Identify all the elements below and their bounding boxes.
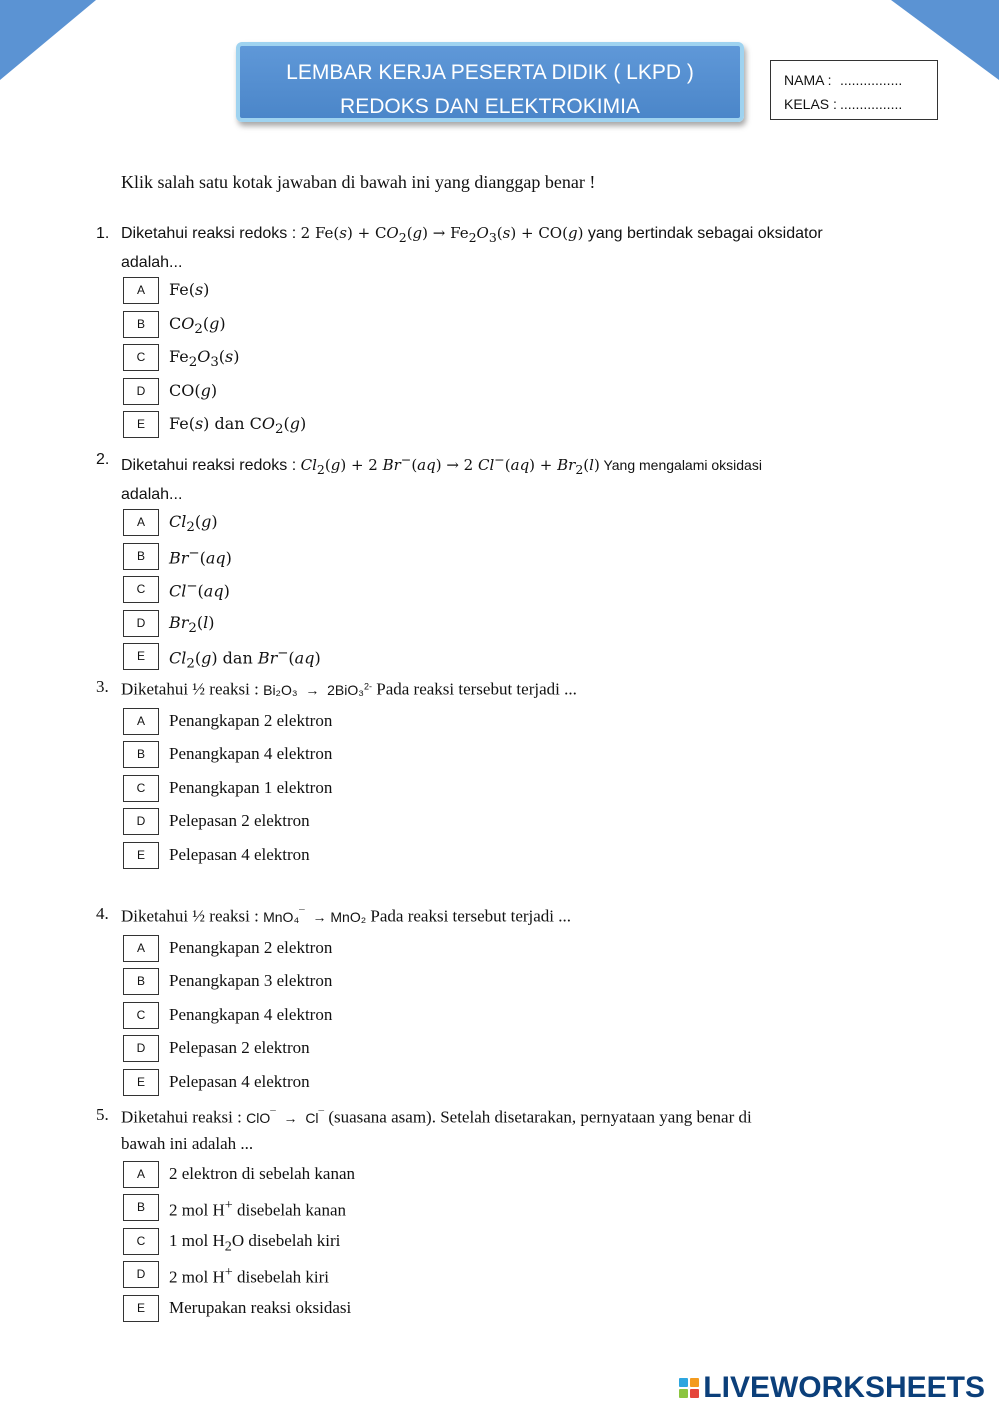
answer-options — [121, 1160, 886, 1328]
answer-checkbox-a[interactable]: A — [123, 277, 159, 304]
answer-option[interactable] — [121, 1227, 886, 1261]
reaction-equation: 2 $Fe(s) + CO_2(g) \to Fe_2O_3(s) + CO(g)$ — [300, 224, 584, 245]
question-prefix: Diketahui reaksi redoks : — [121, 457, 301, 474]
answer-checkbox-e[interactable]: E — [123, 1069, 159, 1096]
answer-option[interactable] — [121, 310, 886, 344]
answer-option[interactable] — [121, 410, 886, 444]
question-text — [96, 221, 886, 275]
answer-text: $CO_2(g)$ — [169, 313, 226, 337]
answer-text-pre: 2 mol H — [169, 1268, 225, 1288]
answer-checkbox-c[interactable]: C — [123, 344, 159, 371]
reaction-equation: ClO¯ → Cl¯ — [246, 1109, 325, 1126]
answer-checkbox-b[interactable]: B — [123, 1194, 159, 1221]
answer-text-post: O disebelah kiri — [231, 1230, 341, 1250]
answer-checkbox-c[interactable]: C — [123, 576, 159, 603]
answer-text: CO(g) — [169, 380, 218, 400]
question-suffix: Pada reaksi tersebut terjadi ... — [371, 679, 577, 699]
answer-option[interactable] — [121, 1068, 886, 1102]
answer-text: Pelepasan 2 elektron — [169, 811, 310, 831]
answer-text: $Br_2(l)$ — [169, 612, 215, 636]
answer-option[interactable] — [121, 1034, 886, 1068]
answer-checkbox-d[interactable]: D — [123, 610, 159, 637]
question-text — [96, 674, 886, 703]
answer-checkbox-a[interactable]: A — [123, 935, 159, 962]
answer-checkbox-d[interactable]: D — [123, 378, 159, 405]
answer-text: Merupakan reaksi oksidasi — [169, 1298, 352, 1318]
answer-checkbox-d[interactable]: D — [123, 808, 159, 835]
question-text — [96, 901, 886, 930]
answer-text: $Fe_2O_3(s)$ — [169, 347, 240, 371]
answer-text: $Cl_2(g)$ — [169, 512, 218, 536]
answer-checkbox-e[interactable]: E — [123, 842, 159, 869]
answer-option[interactable] — [121, 807, 886, 841]
reaction-equation: Bi₂O₃ → 2BiO₃$^{2-}$ — [263, 681, 372, 698]
question-continuation: adalah... — [121, 254, 183, 271]
kelas-field[interactable]: ................ — [840, 96, 903, 112]
question-prefix: Diketahui reaksi redoks : — [121, 225, 301, 242]
question-suffix: Yang mengalami oksidasi — [599, 457, 762, 473]
answer-option[interactable] — [121, 508, 886, 542]
answer-option[interactable] — [121, 774, 886, 808]
answer-option[interactable] — [121, 934, 886, 968]
question-2 — [96, 447, 886, 676]
question-1 — [96, 221, 886, 444]
answer-checkbox-a[interactable]: A — [123, 1161, 159, 1188]
question-4 — [96, 901, 886, 1102]
answer-text-pre: 1 mol H — [169, 1230, 225, 1250]
answer-checkbox-a[interactable]: A — [123, 509, 159, 536]
answer-option[interactable] — [121, 377, 886, 411]
question-3 — [96, 674, 886, 875]
question-text — [96, 447, 886, 507]
question-5 — [96, 1102, 886, 1328]
answer-option[interactable] — [121, 707, 886, 741]
answer-option[interactable] — [121, 276, 886, 310]
answer-option[interactable] — [121, 642, 886, 676]
kelas-label: KELAS : — [784, 96, 837, 112]
brand-name: LIVEWORKSHEETS — [703, 1371, 985, 1404]
reaction-equation: $Cl_2(g) + 2$ Br−(aq) → 2 $Cl^-(aq) + Br_2(l)$ — [300, 452, 600, 477]
nama-field[interactable]: ................ — [840, 72, 903, 88]
question-prefix: Diketahui reaksi : — [121, 1107, 247, 1127]
answer-text: 1 mol $H_2O$ disebelah kiri — [169, 1230, 341, 1255]
answer-option[interactable] — [121, 1193, 886, 1227]
answer-option[interactable] — [121, 1160, 886, 1194]
question-suffix: (suasana asam). Setelah disetarakan, pernyataan yang benar di — [324, 1107, 752, 1127]
title-line-2: REDOKS DAN ELEKTROKIMIA — [340, 95, 640, 118]
answer-checkbox-b[interactable]: B — [123, 968, 159, 995]
question-suffix: Pada reaksi tersebut terjadi ... — [366, 906, 572, 926]
answer-option[interactable] — [121, 967, 886, 1001]
answer-text: Fe(s) dan $CO_2(g)$ — [169, 414, 307, 438]
answer-checkbox-d[interactable]: D — [123, 1035, 159, 1062]
answer-checkbox-b[interactable]: B — [123, 741, 159, 768]
corner-decoration-left — [0, 0, 96, 80]
answer-checkbox-e[interactable]: E — [123, 1295, 159, 1322]
answer-text: Penangkapan 4 elektron — [169, 1004, 333, 1024]
title-banner — [236, 42, 744, 122]
answer-text: Penangkapan 2 elektron — [169, 937, 333, 957]
question-number: 4. — [96, 904, 109, 923]
liveworksheets-logo — [679, 1371, 985, 1405]
answer-text-post: disebelah kanan — [232, 1200, 347, 1220]
answer-option[interactable] — [121, 609, 886, 643]
question-number: 3. — [96, 677, 109, 696]
answer-option[interactable] — [121, 1294, 886, 1328]
question-suffix: yang bertindak sebagai oksidator — [583, 225, 823, 242]
answer-text-pre: 2 mol H — [169, 1200, 225, 1220]
question-number: 5. — [96, 1105, 109, 1124]
answer-option[interactable] — [121, 542, 886, 576]
answer-option[interactable] — [121, 841, 886, 875]
answer-options — [121, 934, 886, 1102]
nama-label: NAMA : — [784, 72, 832, 88]
answer-option[interactable] — [121, 740, 886, 774]
answer-text: 2 mol H+ disebelah kiri — [169, 1264, 330, 1288]
answer-text: Pelepasan 4 elektron — [169, 1072, 310, 1092]
question-number: 2. — [96, 451, 110, 468]
answer-checkbox-c[interactable]: C — [123, 1002, 159, 1029]
question-text — [96, 1102, 886, 1156]
question-prefix: Diketahui ½ reaksi : — [121, 679, 264, 699]
student-info-box — [770, 60, 938, 120]
answer-option[interactable] — [121, 575, 886, 609]
answer-checkbox-c[interactable]: C — [123, 775, 159, 802]
question-prefix: Diketahui ½ reaksi : — [121, 906, 264, 926]
answer-checkbox-b[interactable]: B — [123, 311, 159, 338]
answer-option[interactable] — [121, 343, 886, 377]
answer-text: $Cl_2(g)$ dan Br−(aq) — [169, 646, 321, 672]
answer-text: 2 elektron di sebelah kanan — [169, 1163, 355, 1183]
answer-options — [121, 276, 886, 444]
answer-checkbox-c[interactable]: C — [123, 1228, 159, 1255]
liveworksheets-logo-icon — [679, 1378, 699, 1398]
question-continuation: adalah... — [121, 486, 183, 503]
answer-text: Penangkapan 4 elektron — [169, 744, 333, 764]
answer-checkbox-d[interactable]: D — [123, 1261, 159, 1288]
answer-text: 2 mol H+ disebelah kanan — [169, 1197, 347, 1220]
title-line-1: LEMBAR KERJA PESERTA DIDIK ( LKPD ) — [286, 61, 694, 84]
instruction-text: Klik salah satu kotak jawaban di bawah ini yang dianggap benar ! — [121, 172, 596, 192]
answer-text: Penangkapan 1 elektron — [169, 777, 333, 797]
answer-option[interactable] — [121, 1001, 886, 1035]
answer-options — [121, 707, 886, 875]
answer-checkbox-e[interactable]: E — [123, 411, 159, 438]
answer-checkbox-e[interactable]: E — [123, 643, 159, 670]
answer-checkbox-b[interactable]: B — [123, 543, 159, 570]
question-number: 1. — [96, 225, 110, 242]
answer-text: Fe(s) — [169, 280, 210, 299]
answer-option[interactable] — [121, 1260, 886, 1294]
question-continuation: bawah ini adalah ... — [121, 1133, 254, 1153]
answer-text: Pelepasan 4 elektron — [169, 845, 310, 865]
reaction-equation: MnO₄¯ → MnO₂ — [263, 908, 367, 925]
answer-text: Penangkapan 2 elektron — [169, 710, 333, 730]
answer-text-post: disebelah kiri — [232, 1268, 330, 1288]
answer-text: Br−(aq) — [169, 545, 232, 567]
answer-options — [121, 508, 886, 676]
answer-text: Penangkapan 3 elektron — [169, 971, 333, 991]
answer-text: Cl−(aq) — [169, 579, 230, 601]
answer-checkbox-a[interactable]: A — [123, 708, 159, 735]
answer-text: Pelepasan 2 elektron — [169, 1038, 310, 1058]
